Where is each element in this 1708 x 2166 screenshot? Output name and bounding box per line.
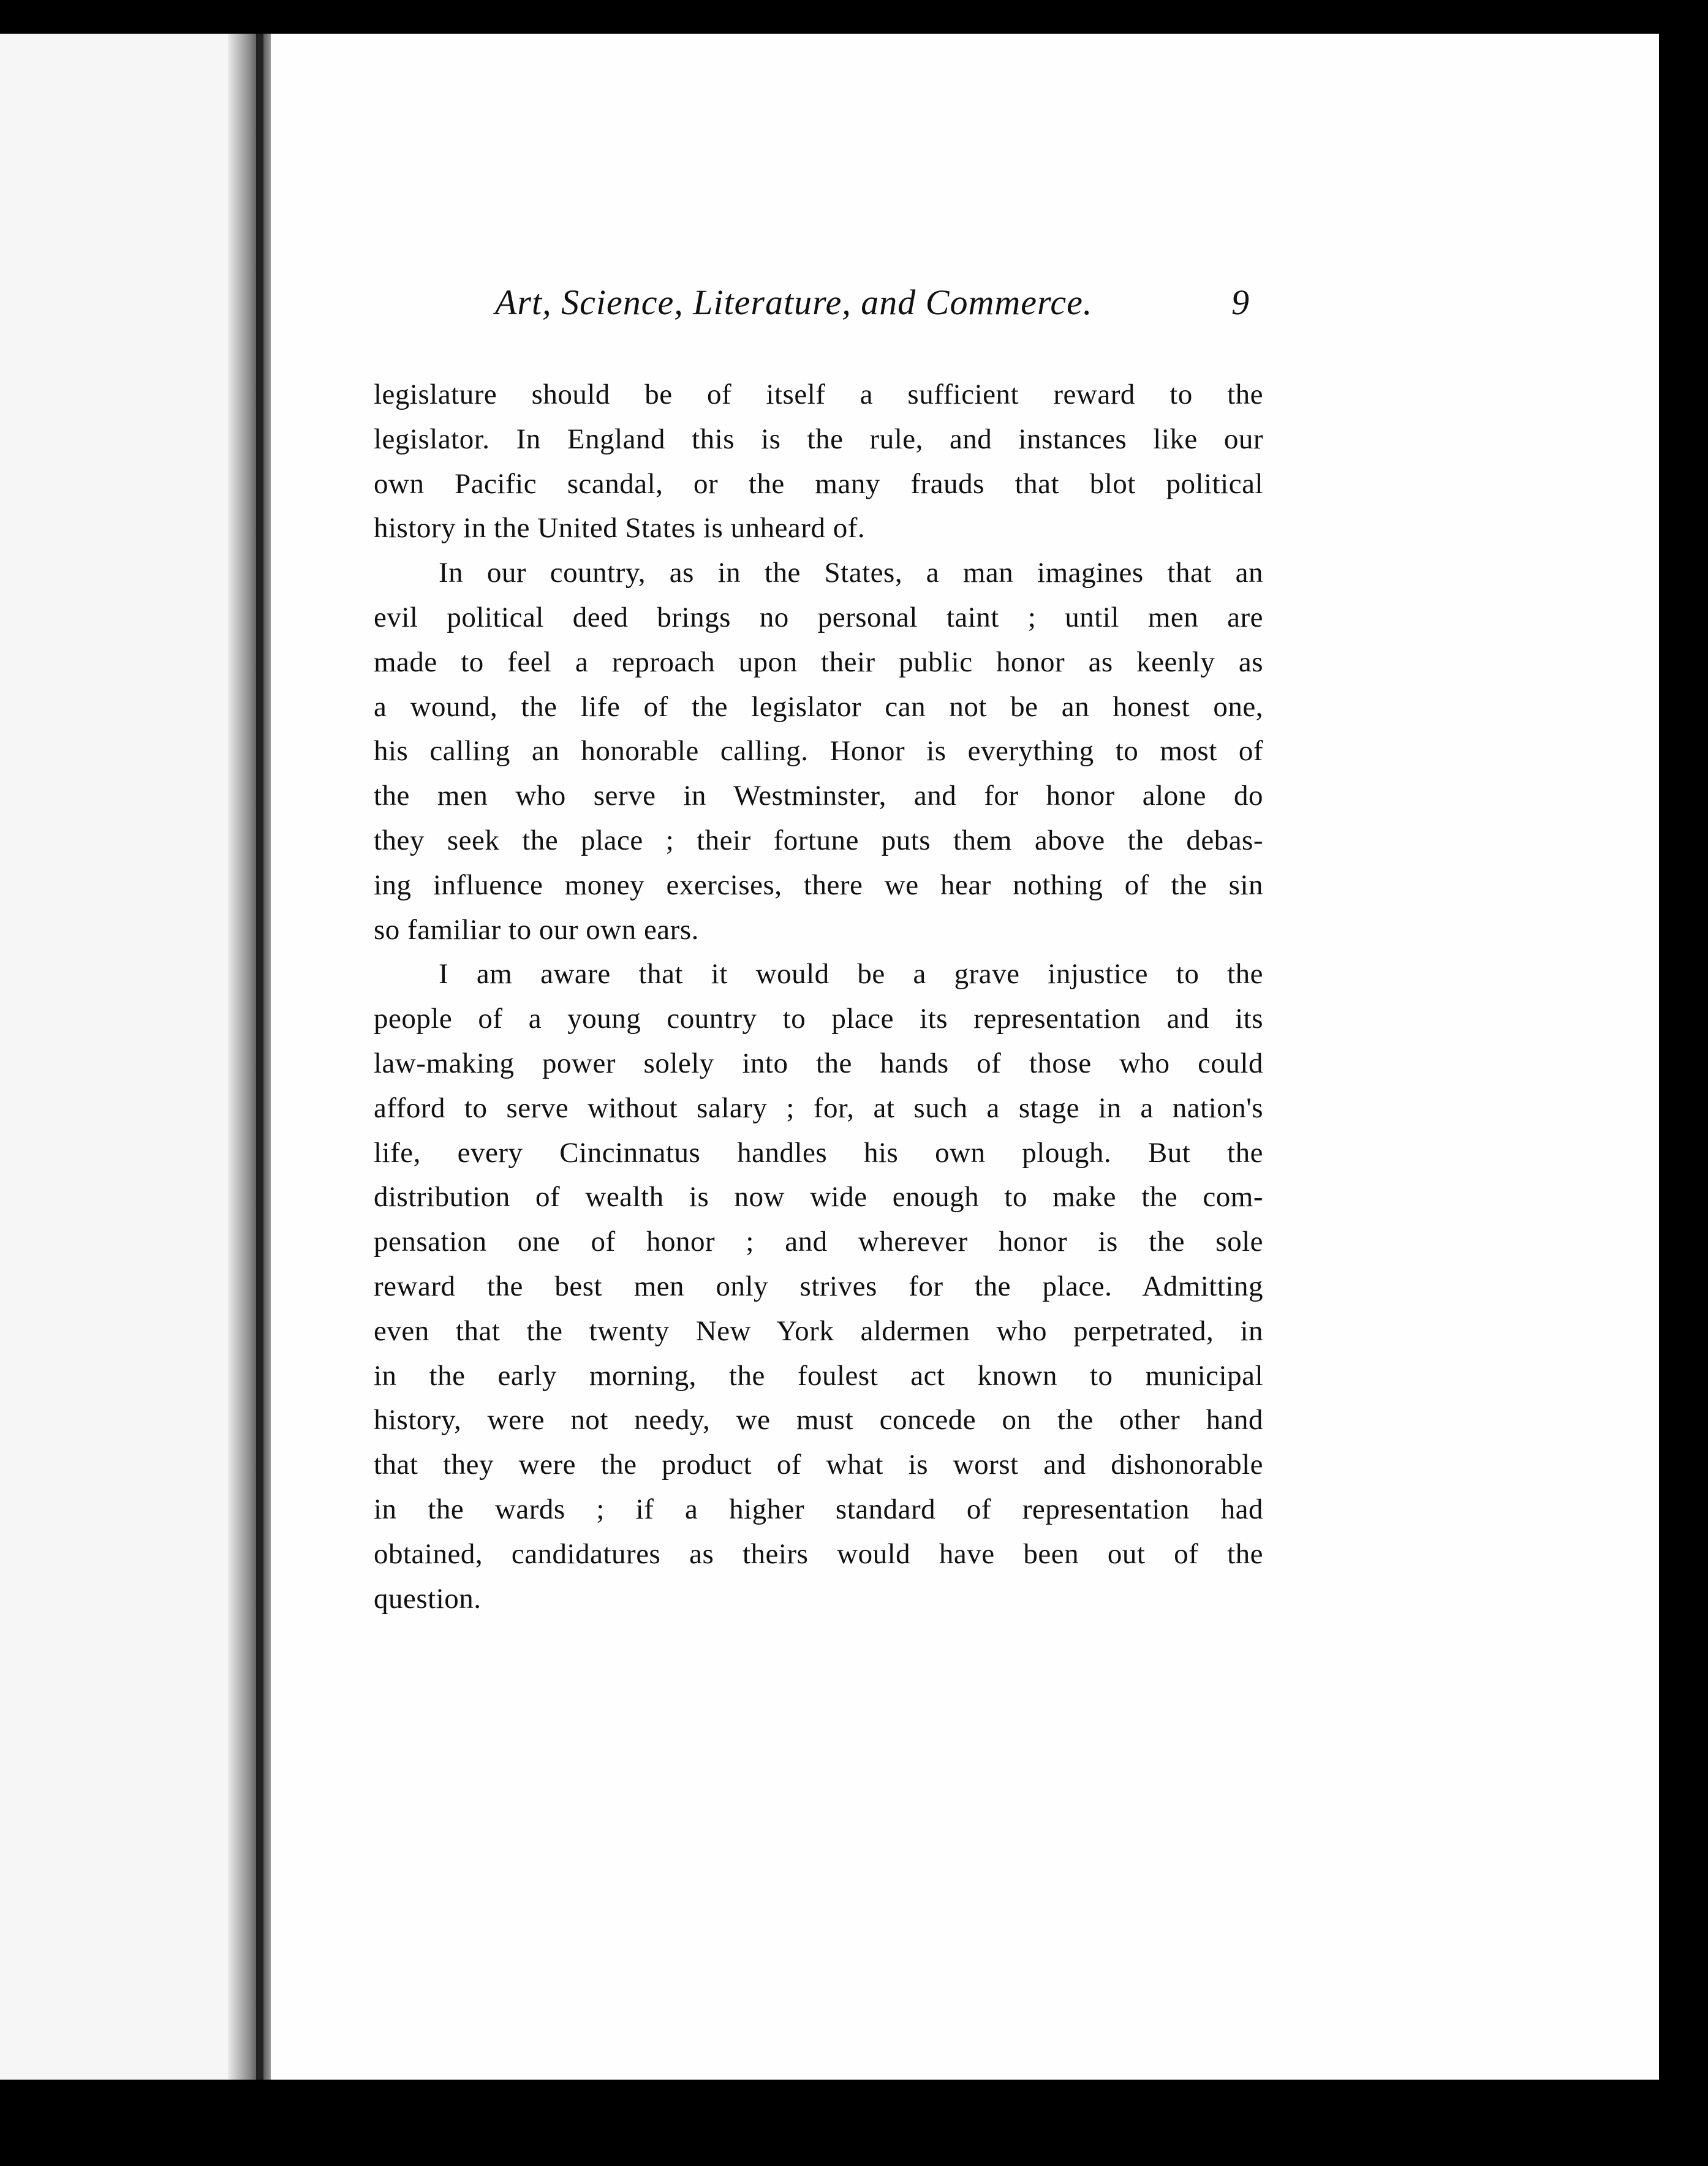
paragraph [374, 372, 1263, 551]
text-line: people of a young country to place its representation and its [374, 1003, 1263, 1035]
text-line: in the early morning, the foulest act known to municipal [374, 1359, 1263, 1392]
text-line: history, were not needy, we must concede on the other hand [374, 1404, 1263, 1436]
scan-border-bottom [0, 2080, 1708, 2166]
gutter-binding [256, 34, 263, 2080]
scan-border-right [1659, 34, 1708, 2166]
text-line: own Pacific scandal, or the many frauds that blot political [374, 467, 1263, 500]
text-line: a wound, the life of the legislator can not be an honest one, [374, 690, 1263, 723]
text-line: question. [374, 1582, 482, 1615]
text-line: law-making power solely into the hands of those who could [374, 1047, 1263, 1079]
text-line: obtained, candidatures as theirs would have been out of the [374, 1538, 1263, 1570]
text-line: so familiar to our own ears. [374, 913, 699, 946]
running-head: Art, Science, Literature, and Commerce. [495, 282, 1093, 322]
paragraph [374, 952, 1263, 1621]
facing-page-left [0, 34, 257, 2080]
text-line: legislature should be of itself a sufficient reward to the [374, 379, 1263, 410]
body-text [374, 372, 1263, 1621]
text-line: made to feel a reproach upon their public honor as keenly as [374, 646, 1263, 678]
text-line: afford to serve without salary ; for, at such a stage in a nation's [374, 1092, 1263, 1124]
text-line: his calling an honorable calling. Honor is everything to most of [374, 735, 1263, 768]
text-line: in the wards ; if a higher standard of representation had [374, 1493, 1263, 1525]
text-line: I am aware that it would be a grave injustice to the [439, 958, 1263, 991]
text-line: history in the United States is unheard of. [374, 512, 866, 545]
text-line: they seek the place ; their fortune puts them above the debas- [374, 824, 1263, 856]
text-line: life, every Cincinnatus handles his own plough. But the [374, 1136, 1263, 1169]
text-line: the men who serve in Westminster, and for honor alone do [374, 780, 1263, 812]
text-line: even that the twenty New York aldermen who perpetrated, in [374, 1315, 1263, 1347]
text-line: pensation one of honor ; and wherever honor is the sole [374, 1226, 1263, 1258]
text-line: reward the best men only strives for the place. Admitting [374, 1270, 1263, 1302]
scan-border-top [0, 0, 1708, 34]
text-line: distribution of wealth is now wide enough to make the com- [374, 1181, 1263, 1213]
text-line: ing influence money exercises, there we hear nothing of the sin [374, 869, 1263, 901]
text-line: that they were the product of what is worst and dishonorable [374, 1449, 1263, 1481]
text-line: evil political deed brings no personal taint ; until men are [374, 601, 1263, 633]
text-line: legislator. In England this is the rule, and instances like our [374, 423, 1263, 455]
text-line: In our country, as in the States, a man imagines that an [439, 557, 1263, 589]
paragraph [374, 551, 1263, 952]
page-number: 9 [1231, 282, 1249, 322]
